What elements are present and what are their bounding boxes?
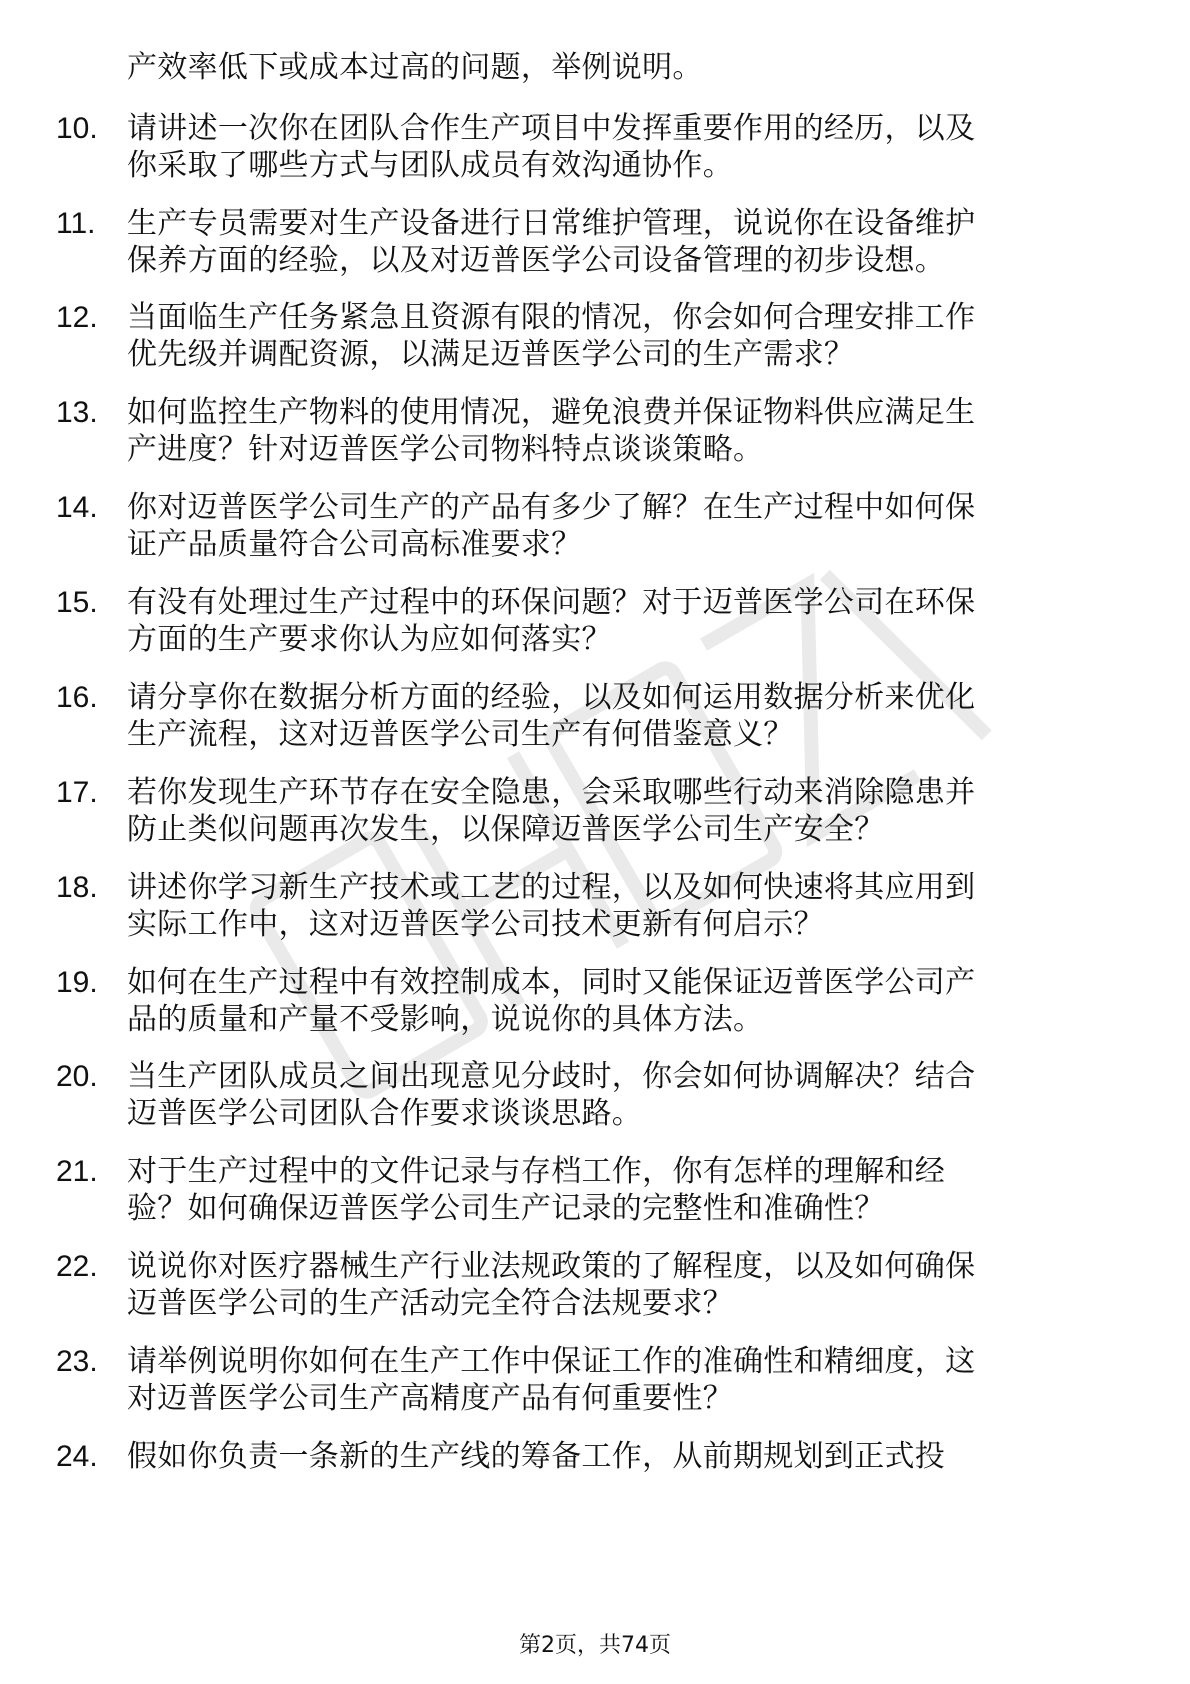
question-number: 20. — [56, 1060, 98, 1093]
question-text-line-1: 对于生产过程中的文件记录与存档工作，你有怎样的理解和经 — [127, 1154, 946, 1189]
page-number-footer: 第2页，共74页 — [519, 1633, 671, 1658]
question-text-line-2: 方面的生产要求你认为应如何落实？ — [127, 622, 612, 657]
question-text-line-2: 保养方面的经验，以及对迈普医学公司设备管理的初步设想。 — [127, 243, 946, 278]
question-text-line-2: 你采取了哪些方式与团队成员有效沟通协作。 — [127, 148, 733, 183]
question-text-line-1: 请分享你在数据分析方面的经验，以及如何运用数据分析来优化 — [127, 680, 976, 715]
question-text-line-2: 实际工作中，这对迈普医学公司技术更新有何启示？ — [127, 907, 824, 942]
question-text-line-2: 证产品质量符合公司高标准要求？ — [127, 527, 582, 562]
question-text-line-1: 如何在生产过程中有效控制成本，同时又能保证迈普医学公司产 — [127, 965, 976, 1000]
question-number: 16. — [56, 681, 98, 714]
question-text-line-2: 优先级并调配资源，以满足迈普医学公司的生产需求？ — [127, 337, 855, 372]
question-text-line-1: 若你发现生产环节存在安全隐患，会采取哪些行动来消除隐患并 — [127, 775, 976, 810]
question-number: 11. — [56, 207, 96, 240]
question-number: 22. — [56, 1250, 98, 1283]
question-text-line-2: 对迈普医学公司生产高精度产品有何重要性？ — [127, 1381, 733, 1416]
question-text-line-1: 讲述你学习新生产技术或工艺的过程，以及如何快速将其应用到 — [127, 870, 976, 905]
question-text-line-1: 请举例说明你如何在生产工作中保证工作的准确性和精细度，这 — [127, 1344, 976, 1379]
question-text-line-1: 假如你负责一条新的生产线的筹备工作，从前期规划到正式投 — [127, 1439, 946, 1474]
question-text-line-1: 请讲述一次你在团队合作生产项目中发挥重要作用的经历，以及 — [127, 111, 976, 146]
question-text-line-1: 有没有处理过生产过程中的环保问题？对于迈普医学公司在环保 — [127, 585, 976, 620]
question-number: 10. — [56, 112, 98, 145]
question-text-line-2: 生产流程，这对迈普医学公司生产有何借鉴意义？ — [127, 717, 794, 752]
question-number: 24. — [56, 1440, 98, 1473]
question-number: 21. — [56, 1155, 98, 1188]
question-number: 13. — [56, 396, 98, 429]
question-text-line-1: 说说你对医疗器械生产行业法规政策的了解程度，以及如何确保 — [127, 1249, 976, 1284]
question-text-line-1: 当生产团队成员之间出现意见分歧时，你会如何协调解决？结合 — [127, 1059, 976, 1094]
question-number: 12. — [56, 301, 98, 334]
question-text-line-1: 当面临生产任务紧急且资源有限的情况，你会如何合理安排工作 — [127, 300, 976, 335]
question-number: 19. — [56, 966, 98, 999]
question-text-line-2: 产进度？针对迈普医学公司物料特点谈谈策略。 — [127, 432, 764, 467]
question-number: 15. — [56, 586, 98, 619]
question-text-line-2: 品的质量和产量不受影响，说说你的具体方法。 — [127, 1002, 764, 1037]
question-number: 17. — [56, 776, 98, 809]
question-9-line-2: 产效率低下或成本过高的问题，举例说明。 — [127, 50, 703, 85]
question-number: 18. — [56, 871, 98, 904]
question-text-line-2: 验？如何确保迈普医学公司生产记录的完整性和准确性？ — [127, 1191, 885, 1226]
question-text-line-1: 生产专员需要对生产设备进行日常维护管理，说说你在设备维护 — [127, 206, 976, 241]
question-text-line-1: 如何监控生产物料的使用情况，避免浪费并保证物料供应满足生 — [127, 395, 976, 430]
question-text-line-2: 防止类似问题再次发生，以保障迈普医学公司生产安全？ — [127, 812, 885, 847]
question-text-line-2: 迈普医学公司团队合作要求谈谈思路。 — [127, 1096, 643, 1131]
question-text-line-1: 你对迈普医学公司生产的产品有多少了解？在生产过程中如何保 — [127, 490, 976, 525]
question-text-line-2: 迈普医学公司的生产活动完全符合法规要求？ — [127, 1286, 733, 1321]
question-number: 14. — [56, 491, 98, 524]
question-number: 23. — [56, 1345, 98, 1378]
